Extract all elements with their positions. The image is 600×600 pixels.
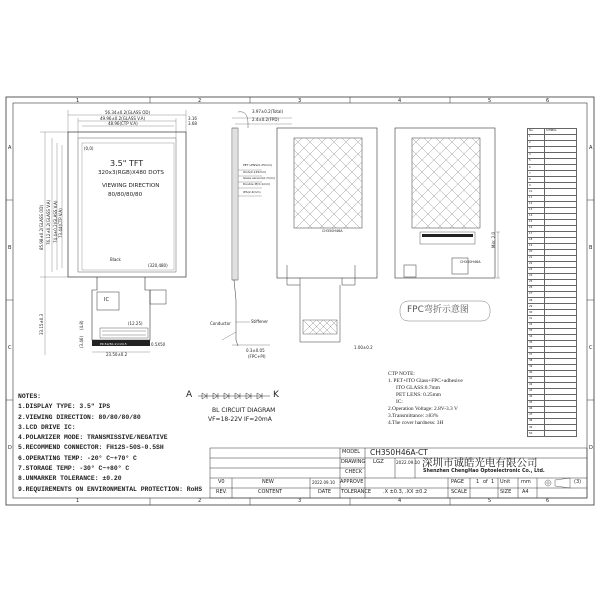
unit-value: mm (521, 479, 531, 485)
pin-number: 50 (528, 431, 545, 437)
of-label: of (483, 479, 488, 485)
pin-number: 42 (528, 382, 545, 388)
ctp-notes-title: CTP NOTE: (388, 371, 415, 377)
col-label-2-bottom: 2 (198, 498, 202, 504)
row-label-d: D (8, 445, 12, 451)
pin-number: 25 (528, 280, 545, 286)
dim-fpc-thickness: 0.3±0.05 (246, 348, 265, 353)
bl-cathode-label: K (273, 390, 279, 400)
ctp-note-line: ITO GLASS:0.7mm (396, 385, 440, 391)
col-label-5: 5 (488, 98, 492, 104)
pin-number: 23 (528, 268, 545, 274)
pin-number: 18 (528, 237, 545, 243)
ctp-note-line: 2.Operation Voltage: 2.8V-3.3 V (388, 406, 458, 412)
pin-number: 13 (528, 207, 545, 213)
col-label-4: 4 (398, 98, 402, 104)
pin-number: 36 (528, 346, 545, 352)
dim-fpc-thickness-note: (FPC+PI) (248, 354, 266, 359)
pin-number: 11 (528, 195, 545, 201)
pin-number: 12 (528, 201, 545, 207)
layer-ips: IPS(2.4mm) (243, 190, 261, 194)
pin-number: 31 (528, 316, 545, 322)
viewing-direction-label: VIEWING DIRECTION (102, 183, 160, 189)
ic-label: IC (104, 297, 109, 303)
page-value: 1 (476, 479, 480, 485)
company-name-cn: 深圳市诚皓光电有限公司 (422, 457, 538, 469)
note-line: 5.RECOMMEND CONNECTOR: FH12S-50S-0.5SH (18, 444, 164, 452)
pin-number: 34 (528, 334, 545, 340)
bl-circuit (198, 393, 270, 399)
check-label: CHECK (345, 469, 363, 475)
pin-symbol (545, 431, 577, 437)
back-label-1: CH350H46A (322, 229, 343, 233)
ctp-note-line: 1. PET+ITO Glass+FPC+adhesive (388, 378, 463, 384)
note-line: 1.DISPLAY TYPE: 3.5" IPS (18, 403, 111, 411)
pin-number: 39 (528, 364, 545, 370)
tolerance-value: .X ±0.3, .XX ±0.2 (383, 489, 428, 495)
pin-number: 27 (528, 292, 545, 298)
pin-number: 20 (528, 249, 545, 255)
resolution-label: 320x3(RGB)X480 DOTS (98, 170, 164, 176)
layer-pet-lens: PET LENS(0.25mm) (243, 163, 273, 167)
pin-number: 16 (528, 225, 545, 231)
fpc-dim-1: (12.25) (128, 321, 143, 326)
pin-number: 37 (528, 352, 545, 358)
scale-label: SCALE (451, 489, 468, 495)
pin-number: 30 (528, 310, 545, 316)
model-label: MODEL (342, 449, 361, 455)
note-line: 6.OPERATING TEMP: -20° C~+70° C (18, 454, 137, 462)
dim-total-thickness: 3.97±0.2(Total) (252, 109, 284, 114)
col-label-5-bottom: 5 (488, 498, 492, 504)
note-line: 7.STORAGE TEMP: -30° C~+80° C (18, 465, 130, 473)
fpc-dim-3: (3.46) (79, 335, 84, 348)
pin-number: 9 (528, 183, 545, 189)
rev-value: V0 (218, 479, 225, 485)
ctp-note-line: 4.The cover hardness: 3H (388, 420, 444, 426)
row-label-c-right: C (589, 345, 593, 351)
ctp-note-line: PET LENS: 0.25mm (396, 392, 441, 398)
pin-table-header-symbol: SYMBOL (545, 129, 577, 135)
pin-number: 45 (528, 401, 545, 407)
pin-number: 26 (528, 286, 545, 292)
pin-number: 19 (528, 243, 545, 249)
projection-label: (3) (574, 479, 582, 485)
pin-number: 17 (528, 231, 545, 237)
col-label-6: 6 (546, 98, 550, 104)
row-label-b-right: B (589, 245, 593, 251)
viewing-direction-value: 80/80/80/80 (108, 192, 143, 198)
pin-number: 2 (528, 141, 545, 147)
unit-label: Unit (500, 479, 511, 485)
pin-number: 28 (528, 298, 545, 304)
drawer-name: LGZ (373, 459, 384, 465)
notes-title: NOTES: (18, 393, 42, 400)
note-line: 8.UNMARKER TOLERANCE: ±0.20 (18, 475, 122, 483)
dim-min: Min: 2.0 (491, 231, 496, 248)
tolerance-label: TOLERANCE (341, 489, 372, 495)
pin-number: 1 (528, 135, 545, 141)
dim-ctp-va-width: 48.96(CTP V.A) (108, 121, 138, 126)
fpc-dim-2: (4.8) (79, 320, 84, 330)
note-line: 2.VIEWING DIRECTION: 80/80/80/80 (18, 413, 141, 421)
pin-number: 35 (528, 340, 545, 346)
pin-number: 15 (528, 219, 545, 225)
connector-note: P0.5x(50-1)=24.5 (100, 342, 127, 346)
dim-fpc-length: 33.15±0.3 (39, 313, 44, 335)
dim-glass-od-height: 85.98±0.2(GLASS OD) (39, 204, 44, 250)
pin-number: 24 (528, 274, 545, 280)
ctp-notes (388, 371, 463, 427)
date-header: DATE (318, 489, 332, 495)
pin-number: 5 (528, 159, 545, 165)
pin-number: 47 (528, 413, 545, 419)
dim-glass-va-width: 49.96±0.2(GLASS V.A) (100, 116, 146, 121)
drawing-date: 2022.09.10 (396, 460, 420, 465)
end-coord-label: (320,480) (148, 263, 168, 268)
dim-fold: 1.00±0.2 (354, 345, 373, 350)
pin-number: 22 (528, 262, 545, 268)
projection-symbol (545, 478, 570, 488)
pin-number: 8 (528, 177, 545, 183)
dim-ctp-va-height: 73.44(CTP V.A) (58, 208, 63, 238)
bl-circuit-title: BL CIRCUIT DIAGRAM (212, 407, 276, 414)
pin-number: 43 (528, 389, 545, 395)
origin-label: (0,0) (84, 146, 94, 151)
layer-double-pi: Double PI(0.1mm) (243, 182, 271, 186)
company-name-en: Shenzhen ChengHao Optoelectronic Co., Ltd. (423, 469, 545, 474)
note-line: 9.REQUIREMENTS ON ENVIRONMENTAL PROTECTION: RoHS (18, 485, 203, 493)
size-label: SIZE (500, 489, 512, 495)
dim-glass-va-height-2: 74.4±0.2(GLASS V.A) (53, 200, 58, 243)
row-label-d-right: D (589, 445, 593, 451)
dim-fpd-thickness: 2.4±0.2(FPD) (252, 117, 279, 122)
pin-number: 32 (528, 322, 545, 328)
dim-glass-va-height: 76.12±0.2(GLASS V.A) (46, 199, 51, 245)
col-label-1-bottom: 1 (76, 498, 80, 504)
pin-number: 14 (528, 213, 545, 219)
conductor-label: Conductor (210, 321, 231, 326)
back-view-2 (395, 128, 500, 278)
ctp-note-line: IC: (396, 399, 403, 405)
page-label: PAGE (451, 479, 465, 485)
row-label-a: A (8, 145, 12, 151)
back-view-1 (277, 128, 377, 342)
pin-number: 40 (528, 370, 545, 376)
drawing-label: DRAWING (341, 459, 366, 465)
layer-oca: OCA(0.125mm) (243, 170, 267, 174)
row-label-b: B (8, 245, 12, 251)
dim-small-1: 3.16 (188, 116, 197, 121)
col-label-1: 1 (76, 98, 80, 104)
row-label-c: C (8, 345, 12, 351)
row-label-a-right: A (589, 145, 593, 151)
ctp-note-line: 3.Transmittance: ≥83% (388, 413, 439, 419)
of-value: 1 (491, 479, 495, 485)
col-label-3-bottom: 3 (298, 498, 302, 504)
pin-number: 49 (528, 425, 545, 431)
dim-small-2: 3.68 (188, 121, 197, 126)
connector-label: 0.5X50 (151, 342, 166, 347)
pin-number: 3 (528, 147, 545, 153)
note-line: 3.LCD DRIVE IC: (18, 423, 76, 431)
fpc-fold-caption: FPC弯折示意图 (407, 305, 469, 315)
content-header: CONTENT (258, 489, 283, 495)
pin-number: 33 (528, 328, 545, 334)
general-notes (18, 392, 202, 495)
dim-glass-od-width: 56.34±0.2(GLASS OD) (105, 110, 151, 115)
fpc-bottom-dim: 23.50±0.2 (106, 352, 128, 357)
black-label: Black (110, 257, 121, 262)
pin-number: 4 (528, 153, 545, 159)
pin-number: 46 (528, 407, 545, 413)
back-label-2: CH350H46A (460, 260, 481, 264)
pin-number: 10 (528, 189, 545, 195)
pin-table (527, 128, 577, 437)
size-value: A4 (522, 489, 529, 495)
col-label-4-bottom: 4 (398, 498, 402, 504)
col-label-2: 2 (198, 98, 202, 104)
lcd-size-title: 3.5" TFT (110, 159, 144, 168)
layer-glass-sensor: Glass sensor(0.7mm) (243, 176, 275, 180)
pin-number: 48 (528, 419, 545, 425)
model-value: CH350H46A-CT (370, 448, 428, 457)
bl-circuit-spec: VF=18-22V IF=20mA (208, 416, 272, 423)
approve-label: APPROVE (340, 479, 364, 485)
bl-anode-label: A (186, 390, 193, 400)
note-line: 4.POLARIZER MODE: TRANSMISSIVE/NEGATIVE (18, 434, 168, 442)
col-label-6-bottom: 6 (546, 498, 550, 504)
pin-table-header-no: No. (528, 129, 545, 135)
rev-date: 2022.09.10 (312, 480, 335, 485)
stiffener-label: Stiffener (251, 319, 269, 324)
pin-row (528, 431, 577, 437)
rev-content: NEW (262, 479, 274, 485)
pin-number: 38 (528, 358, 545, 364)
rev-header: REV. (216, 489, 227, 495)
pin-number: 41 (528, 376, 545, 382)
pin-number: 21 (528, 255, 545, 261)
pin-number: 6 (528, 165, 545, 171)
pin-number: 44 (528, 395, 545, 401)
col-label-3: 3 (298, 98, 302, 104)
pin-number: 29 (528, 304, 545, 310)
pin-number: 7 (528, 171, 545, 177)
